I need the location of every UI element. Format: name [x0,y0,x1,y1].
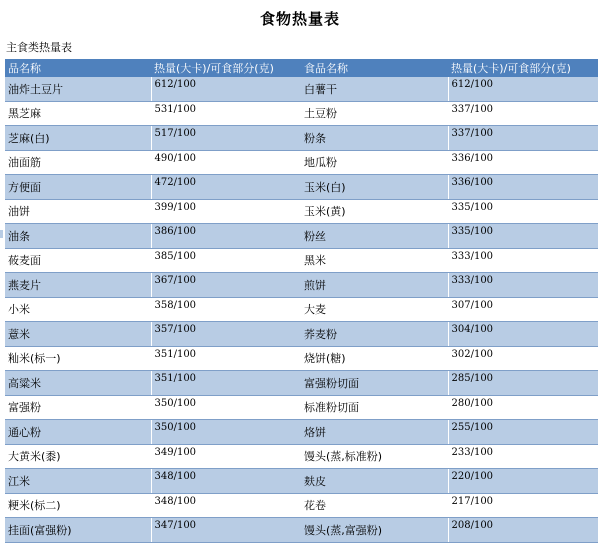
food-name-cell: 花卷 [301,493,448,518]
calorie-cell: 335/100 [448,199,598,224]
food-name-cell: 标准粉切面 [301,395,448,420]
table-row [5,77,598,101]
food-name-cell: 大黄米(黍) [5,444,151,469]
calorie-cell: 349/100 [151,444,301,469]
food-name-cell: 麸皮 [301,469,448,494]
food-name-cell: 馒头(蒸,标准粉) [301,444,448,469]
calorie-cell: 333/100 [448,273,598,298]
table-row [5,224,598,249]
calorie-cell: 220/100 [448,469,598,494]
food-name-cell: 烙饼 [301,420,448,445]
calorie-cell: 358/100 [151,297,301,322]
food-name-cell: 大麦 [301,297,448,322]
table-row [5,395,598,420]
calorie-cell: 208/100 [448,518,598,543]
calorie-cell: 351/100 [151,346,301,371]
calorie-cell: 285/100 [448,371,598,396]
calorie-cell: 612/100 [448,77,598,101]
table-row [5,444,598,469]
header-food-name-1: 品名称 [5,59,151,77]
calorie-cell: 333/100 [448,248,598,273]
calorie-cell: 307/100 [448,297,598,322]
calorie-cell: 217/100 [448,493,598,518]
calorie-table [5,59,598,543]
food-name-cell: 黑芝麻 [5,101,151,126]
food-name-cell: 油条 [5,224,151,249]
food-name-cell: 地瓜粉 [301,150,448,175]
header-calories-1: 热量(大卡)/可食部分(克) [151,59,301,77]
calorie-cell: 350/100 [151,395,301,420]
calorie-cell: 336/100 [448,175,598,200]
calorie-cell: 386/100 [151,224,301,249]
food-name-cell: 油炸土豆片 [5,77,151,101]
food-name-cell: 煎饼 [301,273,448,298]
food-name-cell: 玉米(黄) [301,199,448,224]
food-name-cell: 燕麦片 [5,273,151,298]
food-name-cell: 富强粉 [5,395,151,420]
page-title: 食物热量表 [259,10,340,28]
calorie-cell: 255/100 [448,420,598,445]
table-row [5,493,598,518]
table-header-row [5,59,598,77]
header-food-name-2: 食品名称 [301,59,448,77]
table-row [5,346,598,371]
food-name-cell: 芝麻(白) [5,126,151,151]
table-row [5,126,598,151]
food-name-cell: 粉条 [301,126,448,151]
calorie-cell: 336/100 [448,150,598,175]
food-name-cell: 江米 [5,469,151,494]
table-row [5,297,598,322]
table-row [5,175,598,200]
calorie-cell: 385/100 [151,248,301,273]
food-name-cell: 富强粉切面 [301,371,448,396]
food-name-cell: 方便面 [5,175,151,200]
food-name-cell: 莜麦面 [5,248,151,273]
food-name-cell: 通心粉 [5,420,151,445]
header-calories-2: 热量(大卡)/可食部分(克) [448,59,598,77]
table-row [5,199,598,224]
food-name-cell: 黑米 [301,248,448,273]
calorie-cell: 337/100 [448,101,598,126]
table-subtitle: 主食类热量表 [6,41,72,54]
calorie-cell: 357/100 [151,322,301,347]
calorie-cell: 302/100 [448,346,598,371]
calorie-cell: 348/100 [151,469,301,494]
calorie-cell: 233/100 [448,444,598,469]
table-row [5,101,598,126]
food-name-cell: 籼米(标一) [5,346,151,371]
table-row [5,273,598,298]
table-row [5,248,598,273]
food-name-cell: 玉米(白) [301,175,448,200]
table-row [5,371,598,396]
food-name-cell: 小米 [5,297,151,322]
table-row [5,150,598,175]
food-name-cell: 馒头(蒸,富强粉) [301,518,448,543]
calorie-cell: 335/100 [448,224,598,249]
calorie-cell: 531/100 [151,101,301,126]
food-name-cell: 高粱米 [5,371,151,396]
table-row [5,469,598,494]
food-name-cell: 粉丝 [301,224,448,249]
food-name-cell: 荞麦粉 [301,322,448,347]
table-row [5,420,598,445]
calorie-cell: 612/100 [151,77,301,101]
food-name-cell: 油饼 [5,199,151,224]
calorie-cell: 517/100 [151,126,301,151]
side-mark [0,230,3,238]
calorie-cell: 337/100 [448,126,598,151]
food-name-cell: 粳米(标二) [5,493,151,518]
calorie-cell: 347/100 [151,518,301,543]
food-name-cell: 烧饼(糖) [301,346,448,371]
calorie-cell: 399/100 [151,199,301,224]
calorie-cell: 304/100 [448,322,598,347]
calorie-cell: 367/100 [151,273,301,298]
calorie-cell: 490/100 [151,150,301,175]
calorie-cell: 350/100 [151,420,301,445]
food-name-cell: 土豆粉 [301,101,448,126]
calorie-cell: 348/100 [151,493,301,518]
food-name-cell: 挂面(富强粉) [5,518,151,543]
food-name-cell: 白薯干 [301,77,448,101]
calorie-cell: 280/100 [448,395,598,420]
food-name-cell: 油面筋 [5,150,151,175]
calorie-cell: 472/100 [151,175,301,200]
table-row [5,322,598,347]
calorie-cell: 351/100 [151,371,301,396]
table-row [5,518,598,543]
food-name-cell: 薏米 [5,322,151,347]
